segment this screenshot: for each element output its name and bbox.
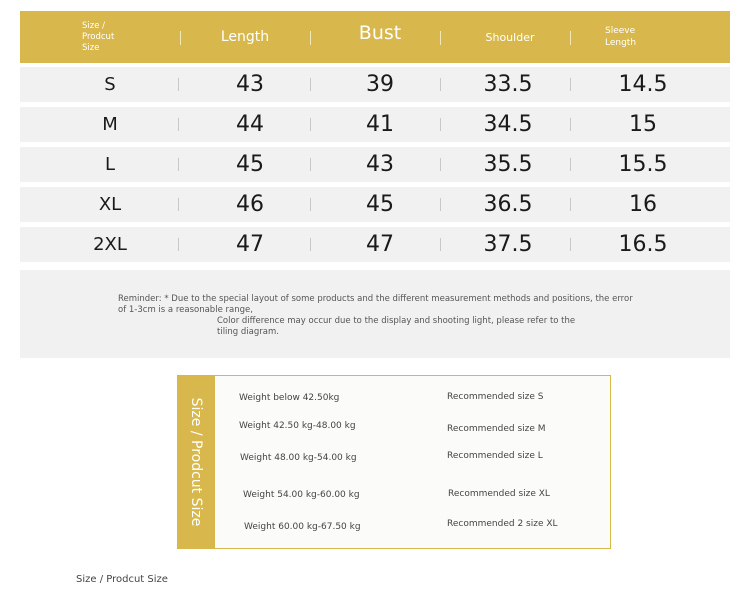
length-cell: 46 [236,192,264,217]
shoulder-cell: 37.5 [483,232,533,257]
reminder-line-2: Color difference may occur due to the display and shooting light, please refer to the tiling diagram. [217,316,576,337]
header-shoulder: Shoulder [485,30,535,44]
size-recommendation: Recommended size XL [448,489,550,499]
sleeve-cell: 14.5 [618,72,668,97]
bust-cell: 45 [366,192,394,217]
footer-caption: Size / Prodcut Size [76,574,168,585]
header-sleeve: Sleeve Length [605,26,637,48]
shoulder-cell: 36.5 [483,192,533,217]
shoulder-cell: 35.5 [483,152,533,177]
weight-guide-sidebar [178,376,215,548]
size-cell: M [102,114,118,135]
bust-cell: 39 [366,72,394,97]
shoulder-cell: 33.5 [483,72,533,97]
table-row [20,67,730,102]
weight-range: Weight below 42.50kg [239,393,340,403]
size-table-header [20,11,730,63]
bust-cell: 43 [366,152,394,177]
bust-cell: 47 [366,232,394,257]
weight-range: Weight 60.00 kg-67.50 kg [244,522,361,532]
bust-cell: 41 [366,112,394,137]
weight-range: Weight 54.00 kg-60.00 kg [243,490,360,500]
sleeve-cell: 16.5 [618,232,668,257]
size-recommendation: Recommended size S [447,392,544,402]
header-size: Size / Prodcut Size [82,20,115,53]
size-cell: S [104,74,116,95]
size-recommendation: Recommended size L [447,451,543,461]
size-recommendation: Recommended size M [447,424,546,434]
header-bust: Bust [358,22,402,44]
table-row [20,147,730,182]
weight-guide-title: Size / Prodcut Size [188,397,204,527]
header-length: Length [220,29,270,45]
shoulder-cell: 34.5 [483,112,533,137]
weight-range: Weight 42.50 kg-48.00 kg [239,421,356,431]
table-row [20,187,730,222]
size-recommendation: Recommended 2 size XL [447,519,558,529]
reminder-note [20,270,730,358]
sleeve-cell: 15 [629,112,657,137]
table-row [20,227,730,262]
size-cell: L [104,154,116,175]
table-row [20,107,730,142]
size-cell: 2XL [93,234,127,255]
weight-guide [177,375,611,549]
weight-range: Weight 48.00 kg-54.00 kg [240,453,357,463]
length-cell: 43 [236,72,264,97]
length-cell: 47 [236,232,264,257]
sleeve-cell: 16 [629,192,657,217]
sleeve-cell: 15.5 [618,152,668,177]
length-cell: 45 [236,152,264,177]
reminder-line-1: Reminder: * Due to the special layout of some products and the different measurement methods and positions, the error of 1-3cm is a reasonable range, [118,294,633,315]
length-cell: 44 [236,112,264,137]
size-cell: XL [98,194,122,215]
